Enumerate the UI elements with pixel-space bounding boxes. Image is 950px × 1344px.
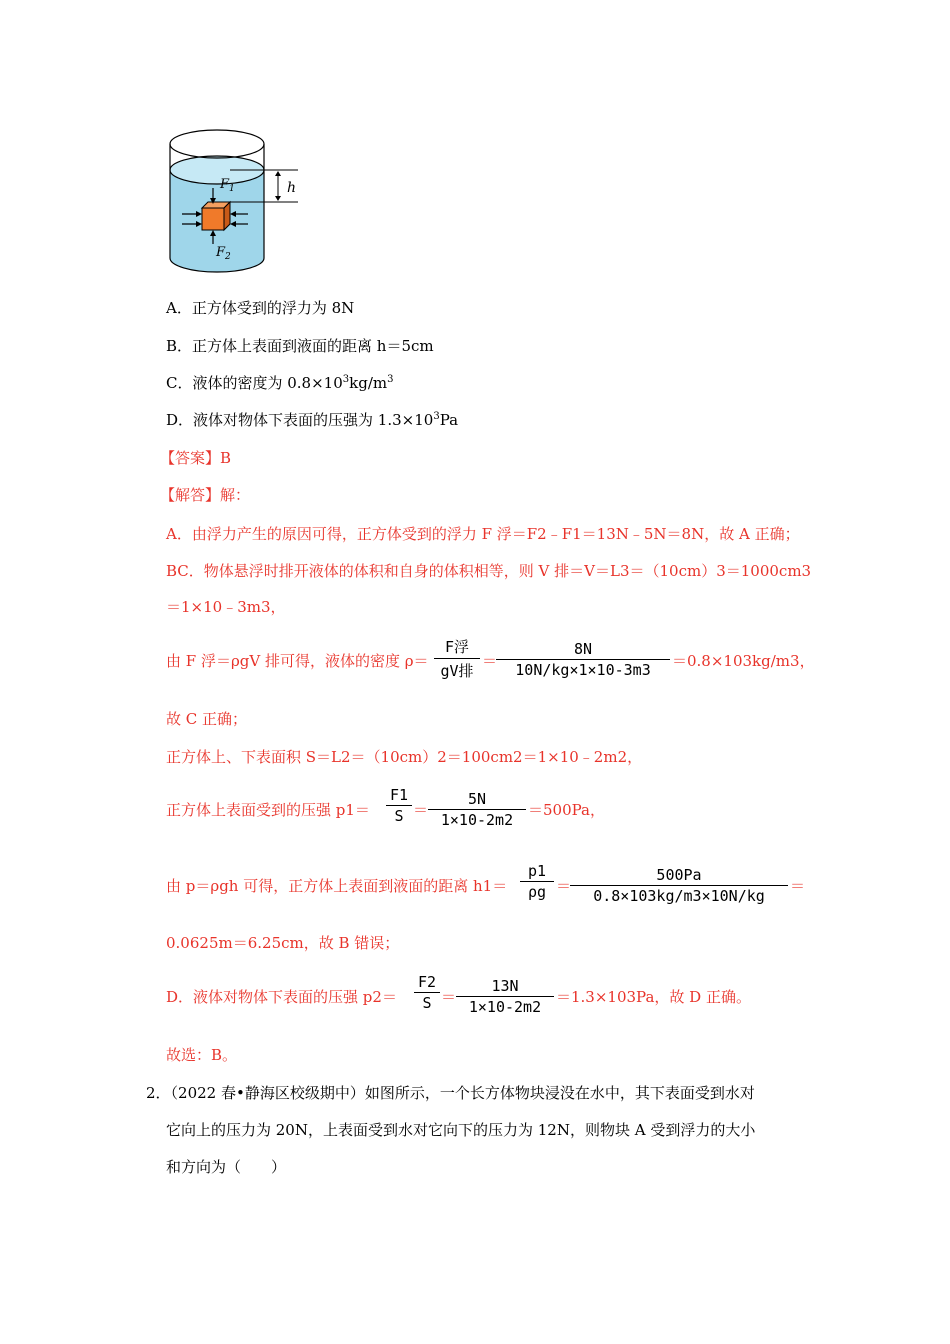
- density-result: ＝0.8×103kg/m3，: [672, 652, 815, 670]
- question2-line2: 它向上的压力为 20N，上表面受到水对它向下的压力为 12N，则物块 A 受到浮力的大小: [166, 1121, 756, 1139]
- analysis-a: A．由浮力产生的原因可得，正方体受到的浮力 F 浮＝F2﹣F1＝13N﹣5N＝8N，故 A 正确；: [166, 525, 800, 543]
- analysis-bc-1: BC．物体悬浮时排开液体的体积和自身的体积相等，则 V 排＝V＝L3＝（10cm）3＝1000cm3: [166, 562, 812, 580]
- h1-result: 0.0625m＝6.25cm，故 B 错误；: [166, 934, 400, 952]
- density-fraction-2: 8N 10N/kg×1×10-3m3: [496, 640, 670, 679]
- analysis-bc-2: ＝1×10﹣3m3，: [166, 598, 286, 616]
- f1-label: $F_1$: [220, 177, 235, 194]
- option-a: A．正方体受到的浮力为 8N: [166, 299, 355, 317]
- h1-fraction-1: p1 ρg: [520, 862, 554, 901]
- question2-line1: 2．（2022 春•静海区校级期中）如图所示，一个长方体物块浸没在水中，其下表面受到水对: [146, 1084, 755, 1102]
- analysis-heading: 【解答】解：: [160, 486, 251, 504]
- h1-fraction-2: 500Pa 0.8×103kg/m3×10N/kg: [570, 866, 788, 905]
- p1-fraction-2: 5N 1×10-2m2: [428, 790, 526, 829]
- p2-fraction-1: F2 S: [414, 973, 440, 1012]
- area-line: 正方体上、下表面积 S＝L2＝（10cm）2＝100cm2＝1×10﹣2m2，: [166, 748, 643, 766]
- h1-prefix: 由 p＝ρgh 可得，正方体上表面到液面的距离 h1＝: [166, 877, 508, 895]
- density-fraction-1: F浮 gV排: [434, 636, 480, 681]
- question2-line3: 和方向为（ ）: [166, 1158, 287, 1176]
- choose-line: 故选：B。: [166, 1046, 238, 1064]
- p2-fraction-2: 13N 1×10-2m2: [456, 977, 554, 1016]
- p2-result: ＝1.3×103Pa，故 D 正确。: [556, 988, 751, 1006]
- density-prefix: 由 F 浮＝ρgV 排可得，液体的密度 ρ＝: [166, 652, 429, 670]
- p2-prefix: D．液体对物体下表面的压强 p2＝: [166, 988, 397, 1006]
- option-d: D．液体对物体下表面的压强为 $1.3\times 10^3Pa$: [166, 411, 459, 429]
- p1-result: ＝500Pa，: [528, 801, 605, 819]
- f2-label: $F_2$: [216, 245, 231, 262]
- p1-prefix: 正方体上表面受到的压强 p1＝: [166, 801, 370, 819]
- option-c: C．液体的密度为 $0.8\times 10^3kg/m^3$: [166, 374, 394, 392]
- h-label: h: [287, 180, 297, 196]
- buoyancy-figure: [162, 126, 312, 278]
- analysis-c: 故 C 正确；: [166, 710, 248, 728]
- p1-fraction-1: F1 S: [386, 786, 412, 825]
- option-b: B．正方体上表面到液面的距离 h＝5cm: [166, 337, 434, 355]
- answer-line: 【答案】B: [160, 449, 232, 467]
